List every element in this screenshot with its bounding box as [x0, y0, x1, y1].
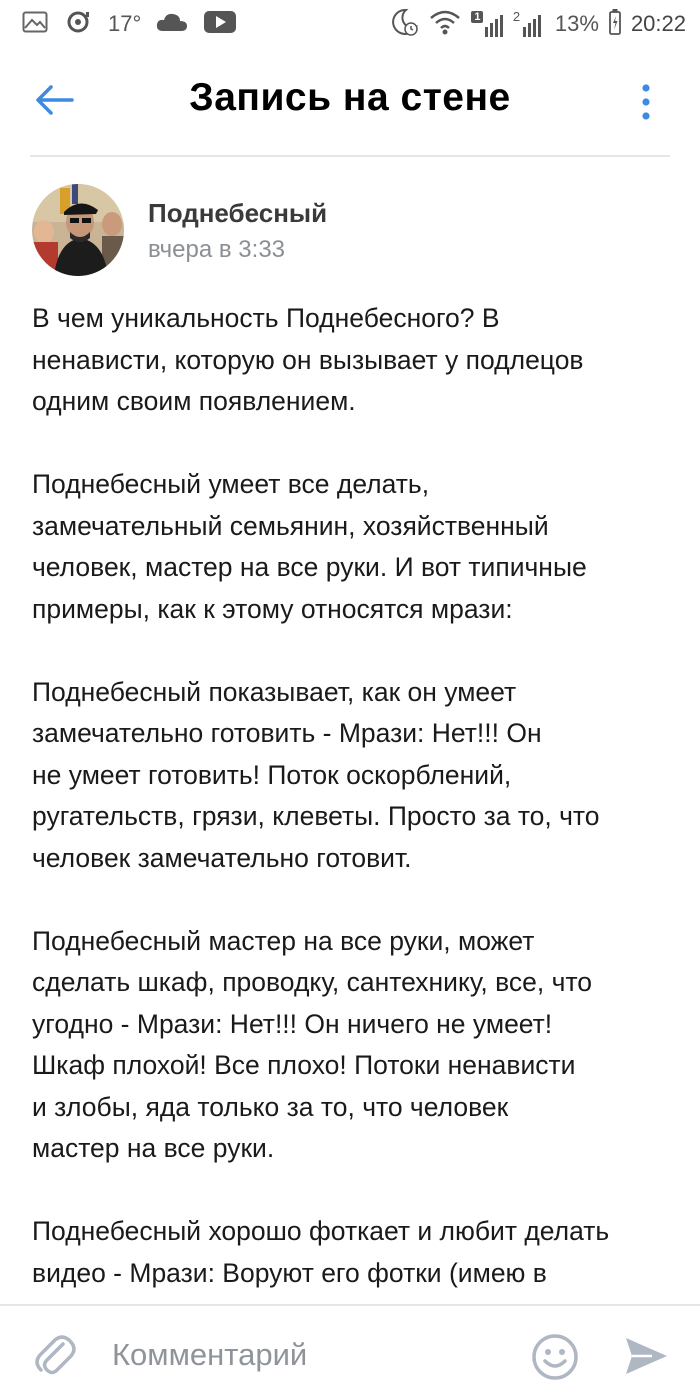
paperclip-icon	[30, 1367, 80, 1384]
battery-percent: 13%	[554, 11, 599, 36]
post-paragraph	[32, 464, 672, 630]
avatar[interactable]	[32, 184, 124, 276]
text-line: Шкаф плохой! Все плохо! Потоки ненависти	[32, 1050, 576, 1080]
clock: 20:22	[630, 11, 686, 36]
post-paragraph	[32, 298, 672, 423]
text-line: мастер на все руки.	[32, 1133, 275, 1163]
text-line: примеры, как к этому относятся мрази:	[32, 593, 513, 624]
text-line: В чем уникальность Поднебесного? В	[32, 303, 500, 333]
text-line: ругательств, грязи, клеветы. Просто за то, что	[32, 801, 600, 831]
cloud-icon	[155, 11, 189, 38]
battery-icon	[609, 9, 621, 40]
sim1-badge: 1	[474, 11, 481, 23]
temperature-text: 17°	[108, 11, 142, 36]
smile-icon	[530, 1369, 580, 1386]
more-menu-button[interactable]	[622, 80, 670, 128]
more-vertical-icon	[641, 84, 651, 125]
text-line: человек, мастер на все руки. И вот типичные	[32, 552, 587, 582]
comment-input[interactable]	[112, 1332, 492, 1378]
comment-bar	[0, 1304, 700, 1400]
post-time: вчера в 3:33	[148, 236, 286, 263]
wifi-icon	[429, 8, 461, 41]
text-line: угодно - Мрази: Нет!!! Он ничего не умеет!	[32, 1008, 553, 1039]
text-line: ненависти, которую он вызывает у подлецов	[32, 344, 584, 375]
moon-icon	[389, 7, 419, 42]
app-header	[0, 48, 700, 156]
status-bar-right	[389, 9, 686, 39]
text-line: видео - Мрази: Воруют его фотки (имею в	[32, 1257, 547, 1288]
header-divider	[30, 155, 670, 157]
post-paragraph	[32, 672, 672, 880]
text-line: Поднебесный хорошо фоткает и любит делать	[32, 1216, 610, 1246]
text-line: Поднебесный мастер на все руки, может	[32, 925, 535, 956]
send-icon	[622, 1365, 670, 1382]
status-bar-left	[22, 9, 237, 39]
attach-button[interactable]	[30, 1330, 80, 1380]
text-line: Поднебесный показывает, как он умеет	[32, 676, 517, 707]
text-line: сделать шкаф, проводку, сантехнику, все, что	[32, 967, 593, 997]
sim2-badge: 2	[512, 9, 521, 24]
text-line: замечательный семьянин, хозяйственный	[32, 510, 549, 541]
signal-icon	[471, 9, 503, 39]
post-paragraph	[32, 1211, 672, 1294]
text-line: человек замечательно готовит.	[32, 842, 412, 873]
author-name[interactable]: Поднебесный	[148, 198, 328, 228]
youtube-icon	[203, 9, 237, 40]
send-button[interactable]	[622, 1334, 672, 1380]
post-author	[30, 184, 670, 276]
post-text	[32, 298, 672, 1298]
signal-icon	[513, 9, 545, 39]
image-icon	[22, 11, 48, 38]
post-paragraph	[32, 921, 672, 1170]
text-line: и злобы, яда только за то, что человек	[32, 1091, 509, 1122]
weather-icon	[62, 9, 94, 40]
page-title: Запись на стене	[189, 76, 511, 119]
emoji-button[interactable]	[530, 1332, 580, 1382]
text-line: одним своим появлением.	[32, 386, 356, 416]
text-line: Поднебесный умеет все делать,	[32, 469, 430, 499]
text-line: замечательно готовить - Мрази: Нет!!! Он	[32, 718, 542, 748]
status-bar	[0, 0, 700, 48]
text-line: не умеет готовить! Поток оскорблений,	[32, 759, 512, 790]
